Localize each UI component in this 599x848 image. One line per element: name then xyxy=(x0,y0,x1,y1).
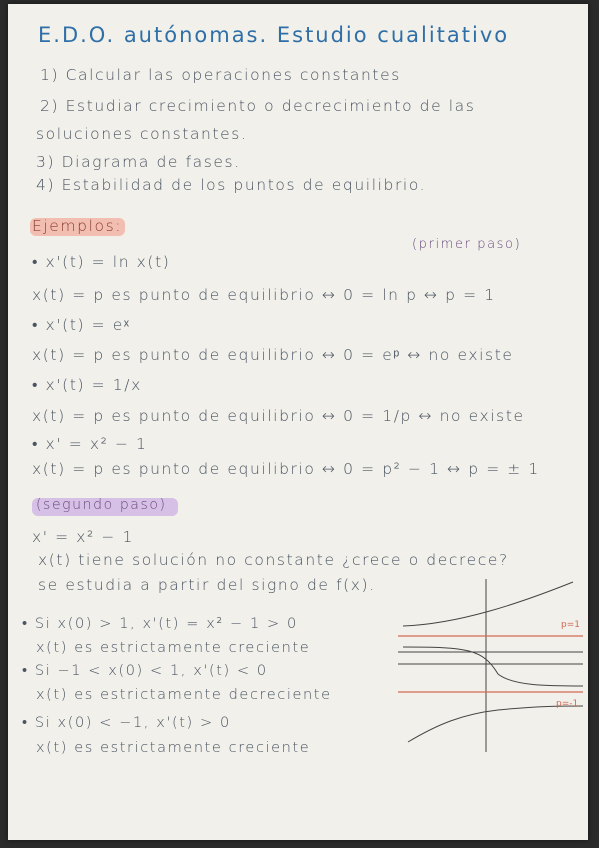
example-2: • x'(t) = eˣ xyxy=(32,316,131,334)
example-1-eq: x(t) = p es punto de equilibrio ↔ 0 = ln p ↔ p = 1 xyxy=(32,286,496,304)
notebook-page xyxy=(8,4,588,840)
step-2: 2) Estudiar crecimiento o decrecimiento de las xyxy=(40,97,476,115)
example-4-eq: x(t) = p es punto de equilibrio ↔ 0 = p² − 1 ↔ p = ± 1 xyxy=(32,460,540,478)
case-2-result: x(t) es estrictamente decreciente xyxy=(36,687,332,703)
case-1: • Si x(0) > 1, x'(t) = x² − 1 > 0 xyxy=(22,616,298,632)
second-step-label: (segundo paso) xyxy=(36,497,167,513)
second-method: se estudia a partir del signo de f(x). xyxy=(38,576,376,594)
example-2-eq: x(t) = p es punto de equilibrio ↔ 0 = eᵖ ↔ no existe xyxy=(32,346,514,364)
curve-increasing-bottom xyxy=(408,706,583,742)
case-3-result: x(t) es estrictamente creciente xyxy=(36,740,311,756)
second-eq: x' = x² − 1 xyxy=(32,528,134,546)
examples-heading: Ejemplos: xyxy=(32,217,123,235)
curve-decreasing xyxy=(403,647,583,686)
case-3: • Si x(0) < −1, x'(t) > 0 xyxy=(22,715,231,731)
step-3: 3) Diagrama de fases. xyxy=(36,153,241,171)
example-1: • x'(t) = ln x(t) xyxy=(32,253,171,271)
second-question: x(t) tiene solución no constante ¿crece o decrece? xyxy=(38,551,509,569)
step-4: 4) Estabilidad de los puntos de equilibrio. xyxy=(36,176,427,194)
phase-diagram xyxy=(398,574,588,754)
label-p-1: p=1 xyxy=(561,620,580,630)
step-1: 1) Calcular las operaciones constantes xyxy=(40,66,401,84)
curve-increasing-top xyxy=(403,582,573,626)
example-3-eq: x(t) = p es punto de equilibrio ↔ 0 = 1/p ↔ no existe xyxy=(32,407,525,425)
case-2: • Si −1 < x(0) < 1, x'(t) < 0 xyxy=(22,663,268,679)
example-3: • x'(t) = 1/x xyxy=(32,376,142,394)
case-1-result: x(t) es estrictamente creciente xyxy=(36,640,311,656)
label-p-minus-1: p=-1 xyxy=(556,699,579,709)
example-4: • x' = x² − 1 xyxy=(32,435,148,453)
first-step-label: (primer paso) xyxy=(412,237,522,252)
step-2-cont: soluciones constantes. xyxy=(36,125,248,143)
page-title: E.D.O. autónomas. Estudio cualitativo xyxy=(38,23,510,47)
